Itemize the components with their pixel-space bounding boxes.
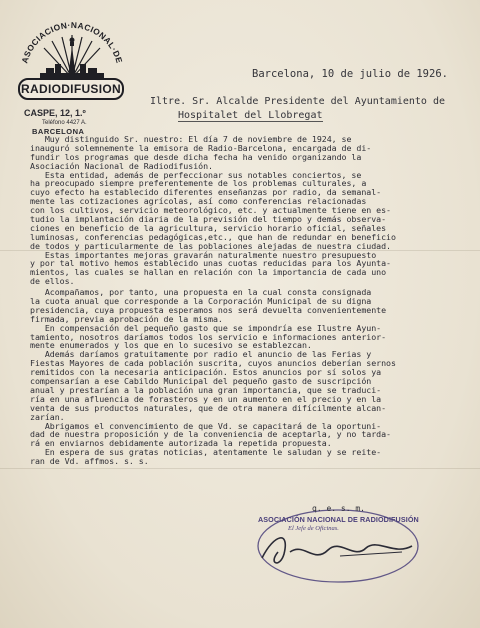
body-line: y por tal motivo hemos establecido unas cuotas reducidas para los Ayunta- — [30, 258, 391, 269]
stamp-organization: ASOCIACIÓN NACIONAL DE RADIODIFUSIÓN — [258, 515, 419, 524]
body-line: ría en una afluencia de forasteros y en un aumento en el precio y en la — [30, 393, 382, 404]
body-line: fundir los programas que desde dicha fecha ha venido organizando la — [30, 151, 362, 162]
body-line: Abrigamos el convencimiento de que Vd. se capacitará de la oportuni- — [30, 420, 382, 431]
body-line: remitidos con la necesaria anticipación. Estos anuncios por sí solos ya — [30, 367, 382, 378]
body-line: cuyo efecto ha establecido diferentes enseñanzas por radio, da semanal- — [30, 187, 382, 198]
letter-date: Barcelona, 10 de julio de 1926. — [252, 68, 448, 80]
body-line: tamiento, nosotros daríamos todos los servicio e informaciones anterior- — [30, 331, 387, 342]
body-line: En espera de sus gratas noticias, atentamente le saludan y se reite- — [30, 447, 382, 458]
body-line: rá en enviarnos debidamente autorizada la repetida propuesta. — [30, 438, 332, 449]
logo-radio-tower-emblem — [18, 8, 126, 84]
body-line: firmada, previa aprobación de la misma. — [30, 313, 223, 324]
body-line: Acompañamos, por tanto, una propuesta en la cual consta consignada — [30, 287, 372, 298]
body-line: Además daríamos gratuitamente por radio el anuncio de las Ferias y — [30, 349, 372, 360]
letter-body — [30, 135, 452, 466]
logo-brand-name: RADIODIFUSION — [18, 78, 124, 100]
body-line: tudio la implantación diaria de la previsión del tiempo y demás observa- — [30, 214, 387, 225]
body-line: Esta entidad, además de perfeccionar sus notables conciertos, se — [30, 169, 362, 180]
body-line: zarían. — [30, 411, 65, 422]
handwritten-signature — [262, 538, 412, 563]
body-line: mente enumerados y los que en lo sucesivo se establezcan. — [30, 340, 312, 351]
addressee-municipality: Hospitalet del Llobregat — [178, 110, 323, 121]
stamp-role: El Jefe de Oficinas. — [288, 525, 339, 532]
body-line: dad de nuestra proposición y de la conveniencia de aceptarla, y no tarda- — [30, 429, 391, 440]
body-line: Fiestas Mayores de cada población suscrita, cuyos anuncios deberían sernos — [30, 358, 396, 369]
body-line: inauguró solemnemente la emisora de Radio-Barcelona, encargada de di- — [30, 142, 372, 153]
letterhead-city: BARCELONA — [32, 127, 85, 136]
logo-tower — [68, 38, 76, 79]
body-line: presidencia, cuya propuesta esperamos nos será devuelta convenientemente — [30, 304, 387, 315]
body-line: mientos, las cuales se hallan en relación con la importancia de cada uno — [30, 267, 387, 278]
letterhead-logo — [18, 8, 126, 102]
body-line: Muy distinguido Sr. nuestro: El día 7 de noviembre de 1924, se — [30, 134, 352, 144]
body-line: ha preocupado siempre preferentemente de los problemas culturales, a — [30, 178, 367, 189]
body-line: compensarían a ese Cabildo Municipal del pequeño gasto de suscripción — [30, 376, 372, 387]
body-line: luminosas, conferencias pedagógicas,etc., que han de redundar en beneficio — [30, 231, 396, 242]
signature-underline — [340, 552, 402, 556]
addressee-title: Iltre. Sr. Alcalde Presidente del Ayuntamiento de — [150, 96, 446, 107]
logo-arch-textpath: ASOCIACION·NACIONAL·DE — [19, 19, 125, 65]
body-line: con los cultivos, servicio meteorológico, etc. y actualmente tiene en es- — [30, 205, 391, 216]
body-line: ciones en beneficio de la agricultura, servicio horario oficial, señales — [30, 222, 387, 233]
letterhead-street-address: CASPE, 12, 1.º — [24, 108, 86, 118]
body-line: Asociación Nacional de Radiodifusión. — [30, 160, 213, 171]
letterhead-phone: Teléfono 4427 A. — [42, 120, 87, 126]
body-line: En compensación del pequeño gasto que se impondría ese Ilustre Ayun- — [30, 322, 382, 333]
body-line: venta de sus productos naturales, que de otra manera difícilmente alcan- — [30, 402, 387, 413]
body-line: ran de Vd. affmos. s. s. — [30, 456, 149, 467]
body-line: anual y prestarían a la población una gran importancia, que se traduci- — [30, 384, 382, 395]
body-line: Estas importantes mejoras gravarán naturalmente nuestro presupuesto — [30, 249, 377, 260]
body-line: de todos y particularmente de las poblaciones alejadas de nuestra ciudad. — [30, 240, 391, 251]
body-line: la cuota anual que corresponde a la Corporación Municipal de su digna — [30, 296, 372, 307]
body-line: mente las cotizaciones agrícolas, así como conferencias relacionadas — [30, 196, 367, 207]
closing-formula: q. e. s. m. — [312, 504, 365, 513]
body-line: de ellos. — [30, 276, 75, 287]
paper-crease — [0, 468, 480, 469]
